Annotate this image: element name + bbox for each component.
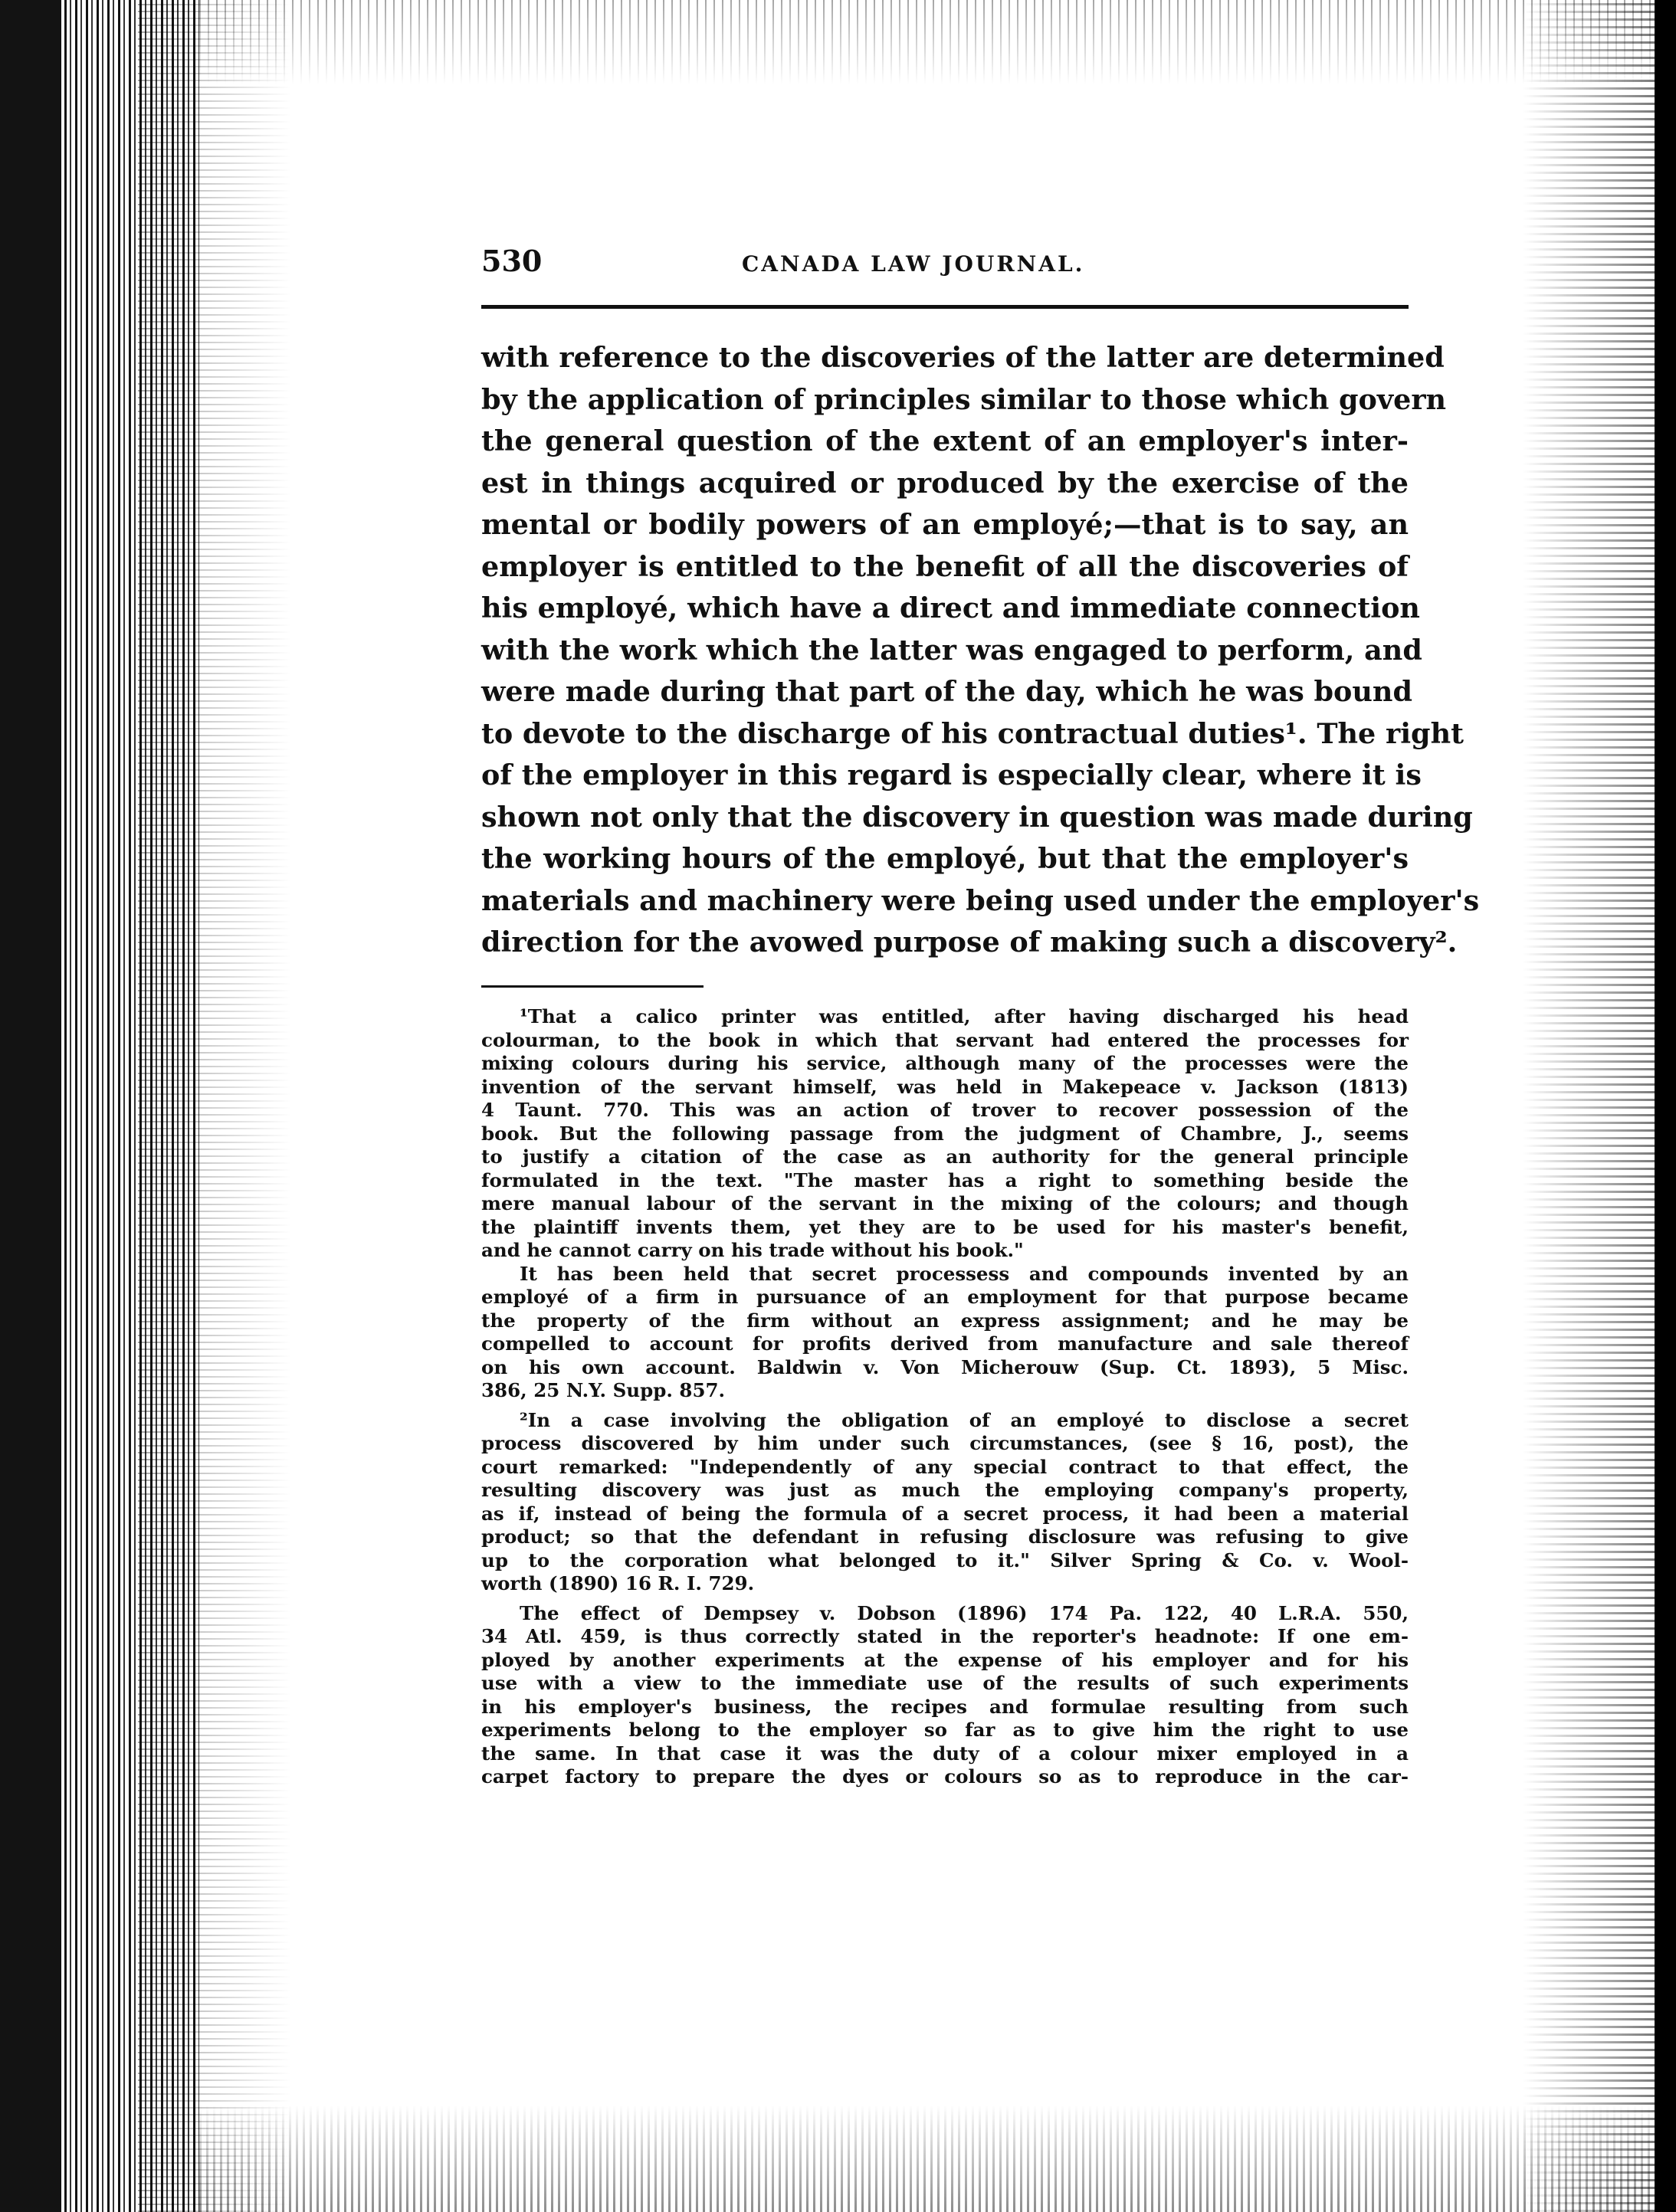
body-line: mental or bodily powers of an employé;—that is to say, an	[481, 508, 1409, 541]
body-line: by the application of principles similar to those which govern	[481, 382, 1447, 416]
footnote-line: the same. In that case it was the duty of a colour mixer employed in a	[481, 1742, 1409, 1765]
footnote-line: worth (1890) 16 R. I. 729.	[481, 1572, 755, 1594]
footnote-line: mere manual labour of the servant in the mixing of the colours; and though	[481, 1192, 1409, 1214]
body-line: materials and machinery were being used under the employer's	[481, 883, 1480, 917]
header-rule	[481, 305, 1409, 309]
footnote-line: book. But the following passage from the judgment of Chambre, J., seems	[481, 1122, 1409, 1145]
footnote-line: The effect of Dempsey v. Dobson (1896) 174 Pa. 122, 40 L.R.A. 550,	[520, 1601, 1409, 1624]
body-line: est in things acquired or produced by the exercise of the	[481, 466, 1409, 500]
footnotes	[481, 1005, 1409, 1789]
scan-border-right	[1655, 0, 1676, 2212]
footnote-line: mixing colours during his service, although many of the processes were the	[481, 1052, 1409, 1074]
footnote-2-continued	[481, 1602, 1409, 1789]
page-number: 530	[481, 244, 543, 278]
footnote-line: compelled to account for profits derived from manufacture and sale thereof	[481, 1332, 1409, 1355]
footnote-line: employé of a firm in pursuance of an employment for that purpose became	[481, 1286, 1409, 1308]
footnote-line: the property of the firm without an express assignment; and he may be	[481, 1309, 1409, 1332]
footnote-line: formulated in the text. "The master has a right to something beside the	[481, 1168, 1409, 1191]
body-line: the working hours of the employé, but that the employer's	[481, 842, 1409, 875]
body-line: his employé, which have a direct and immediate connection	[481, 592, 1420, 624]
body-line: to devote to the discharge of his contractual duties¹. The right	[481, 716, 1464, 750]
footnote-line: experiments belong to the employer so far as to give him the right to use	[481, 1719, 1409, 1741]
footnote-line: ployed by another experiments at the expense of his employer and for his	[481, 1648, 1409, 1671]
footnote-line: and he cannot carry on his trade without his book."	[481, 1239, 1024, 1261]
footnote-line: process discovered by him under such circumstances, (see § 16, post), the	[481, 1432, 1409, 1454]
footnote-line: 34 Atl. 459, is thus correctly stated in the reporter's headnote: If one em-	[481, 1625, 1409, 1647]
body-line: the general question of the extent of an employer's inter-	[481, 424, 1409, 457]
footnote-line: ²In a case involving the obligation of an employé to disclose a secret	[520, 1408, 1409, 1431]
footnote-line: 386, 25 N.Y. Supp. 857.	[481, 1379, 726, 1401]
footnote-line: product; so that the defendant in refusing disclosure was refusing to give	[481, 1525, 1409, 1548]
footnote-rule	[481, 985, 704, 988]
footnote-line: the plaintiff invents them, yet they are to be used for his master's benefit,	[481, 1215, 1409, 1238]
footnote-line: to justify a citation of the case as an authority for the general principle	[481, 1145, 1409, 1168]
scan-edge-right	[1523, 0, 1676, 2212]
body-line: employer is entitled to the benefit of all the discoveries of	[481, 549, 1409, 583]
footnote-line: in his employer's business, the recipes and formulae resulting from such	[481, 1695, 1409, 1718]
footnote-line: 4 Taunt. 770. This was an action of trover to recover possession of the	[481, 1099, 1409, 1121]
journal-page	[481, 0, 1480, 2212]
body-text	[481, 337, 1480, 964]
footnote-line: invention of the servant himself, was held in Makepeace v. Jackson (1813)	[481, 1075, 1409, 1098]
footnote-line: use with a view to the immediate use of the results of such experiments	[481, 1672, 1409, 1694]
running-head	[481, 244, 1409, 290]
journal-title: CANADA LAW JOURNAL.	[742, 251, 1085, 277]
footnote-1	[481, 1005, 1409, 1263]
footnote-line: on his own account. Baldwin v. Von Micherouw (Sup. Ct. 1893), 5 Misc.	[481, 1355, 1409, 1378]
body-line: direction for the avowed purpose of making such a discovery².	[481, 926, 1458, 959]
footnote-line: resulting discovery was just as much the employing company's property,	[481, 1479, 1409, 1501]
footnote-gap	[481, 1403, 1409, 1409]
footnote-line: colourman, to the book in which that servant had entered the processes for	[481, 1028, 1409, 1051]
footnote-2	[481, 1409, 1409, 1596]
footnote-gap	[481, 1596, 1409, 1602]
body-line: were made during that part of the day, which he was bound	[481, 675, 1412, 708]
scan-binding-fade-left	[138, 0, 291, 2212]
footnote-line: as if, instead of being the formula of a secret process, it had been a material	[481, 1502, 1409, 1525]
body-line: with the work which the latter was engaged to perform, and	[481, 633, 1422, 667]
footnote-1-continued	[481, 1263, 1409, 1403]
body-line: of the employer in this regard is especially clear, where it is	[481, 759, 1422, 791]
footnote-line: carpet factory to prepare the dyes or colours so as to reproduce in the car-	[481, 1765, 1409, 1788]
body-line: with reference to the discoveries of the latter are determined	[481, 341, 1445, 374]
footnote-line: court remarked: "Independently of any special contract to that effect, the	[481, 1455, 1409, 1478]
footnote-line: ¹That a calico printer was entitled, after having discharged his head	[520, 1005, 1409, 1027]
footnote-line: up to the corporation what belonged to it." Silver Spring & Co. v. Wool-	[481, 1548, 1409, 1571]
footnote-line: It has been held that secret processess and compounds invented by an	[520, 1262, 1409, 1285]
body-line: shown not only that the discovery in question was made during	[481, 800, 1473, 834]
